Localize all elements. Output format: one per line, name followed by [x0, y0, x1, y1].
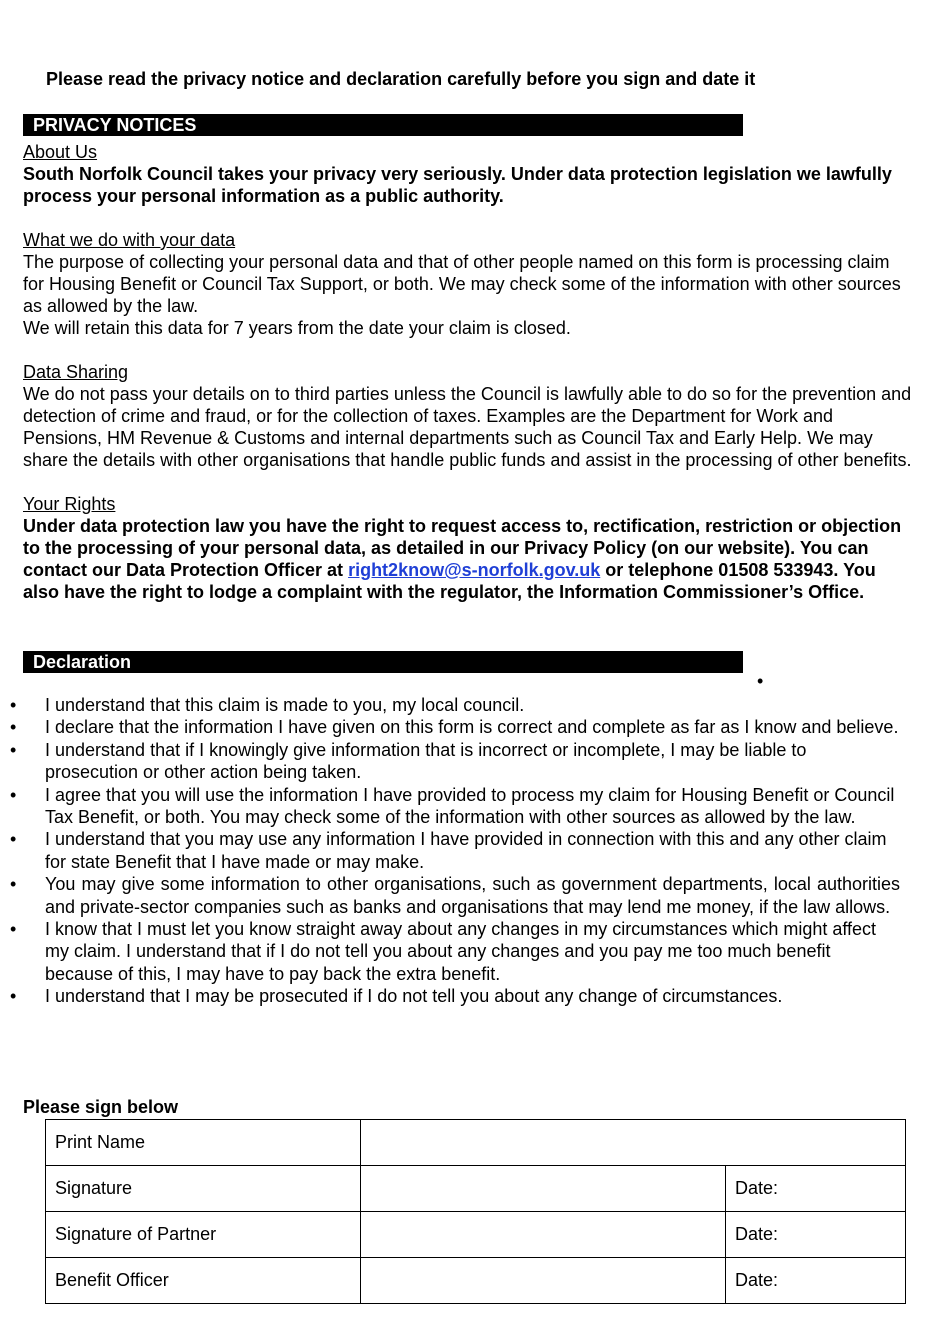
- data-retention-text: We will retain this data for 7 years from the date your claim is closed.: [23, 318, 571, 338]
- partner-date-field[interactable]: Date:: [726, 1212, 906, 1258]
- partner-signature-label: Signature of Partner: [46, 1212, 361, 1258]
- signature-row: [46, 1166, 906, 1212]
- privacy-notice-section: [23, 141, 913, 603]
- declaration-item: • I declare that the information I have given on this form is correct and complete as far as I know and believe.: [10, 717, 899, 738]
- print-name-label: Print Name: [46, 1120, 361, 1166]
- privacy-notices-heading: PRIVACY NOTICES: [23, 114, 743, 136]
- intro-instruction: Please read the privacy notice and declaration carefully before you sign and date it: [46, 69, 756, 89]
- your-rights-title: Your Rights: [23, 494, 116, 514]
- declaration-list: [0, 694, 900, 1008]
- declaration-item: • I know that I must let you know straight away about any changes in my circumstances which might affect my claim. I understand that if I do not tell you about any changes and you pay me too much benefit because of this, I may have to pay back the extra benefit.: [10, 919, 877, 984]
- benefit-officer-label: Benefit Officer: [46, 1258, 361, 1304]
- declaration-item: • I agree that you will use the information I have provided to process my claim for Housing Benefit or Council Tax Benefit, or both. You may check some of the information with other sources as allowed by the law.: [10, 784, 895, 828]
- signature-date-field[interactable]: Date:: [726, 1166, 906, 1212]
- signature-label: Signature: [46, 1166, 361, 1212]
- print-name-row: [46, 1120, 906, 1166]
- dpo-email-link[interactable]: right2know@s-norfolk.gov.uk: [348, 560, 601, 580]
- declaration-item: • You may give some information to other organisations, such as government departments, local authorities and private-sector companies such as banks and organisations that may lend me money, if the law allows.: [10, 874, 900, 917]
- partner-signature-field[interactable]: [361, 1212, 726, 1258]
- your-rights-body: Under data protection law you have the right to request access to, rectification, restriction or objection to the processing of your personal data, as detailed in our Privacy Policy (on our website). You can contact our Data Protection Officer at right2know@s-norfolk.gov.uk or telephone 01508 533943. You also have the right to lodge a complaint with the regulator, the Information Commissioner’s Office.: [23, 516, 902, 602]
- print-name-field[interactable]: [361, 1120, 906, 1166]
- what-we-do-body: The purpose of collecting your personal data and that of other people named on this form is processing claim for Housing Benefit or Council Tax Support, or both. We may check some of the information with other sources as allowed by the law.: [23, 252, 901, 316]
- signature-table: [45, 1119, 906, 1304]
- benefit-officer-field[interactable]: [361, 1258, 726, 1304]
- about-us-title: About Us: [23, 142, 98, 162]
- declaration-item: • I understand that I may be prosecuted if I do not tell you about any change of circumstances.: [10, 986, 783, 1007]
- about-us-body: South Norfolk Council takes your privacy very seriously. Under data protection legislation we lawfully process your personal information as a public authority.: [23, 164, 892, 206]
- data-sharing-body: We do not pass your details on to third parties unless the Council is lawfully able to do so for the prevention and detection of crime and fraud, or for the collection of taxes. Examples are the Department for Work and Pensions, HM Revenue & Customs and internal departments such as Council Tax and Early Help. We may share the details with other organisations that handle public funds and assist in the processing of other benefits.: [23, 384, 912, 470]
- declaration-item: • I understand that if I knowingly give information that is incorrect or incomplete, I may be liable to prosecution or other action being taken.: [10, 739, 807, 783]
- declaration-item: • I understand that you may use any information I have provided in connection with this and any other claim for state Benefit that I have made or may make.: [10, 829, 887, 872]
- declaration-heading: Declaration: [23, 651, 743, 673]
- declaration-item: • I understand that this claim is made to you, my local council.: [10, 695, 525, 715]
- signature-field[interactable]: [361, 1166, 726, 1212]
- data-sharing-title: Data Sharing: [23, 362, 129, 382]
- stray-bullet: •: [757, 671, 764, 691]
- sign-below-heading: Please sign below: [23, 1097, 179, 1117]
- benefit-officer-row: [46, 1258, 906, 1304]
- officer-date-field[interactable]: Date:: [726, 1258, 906, 1304]
- partner-signature-row: [46, 1212, 906, 1258]
- what-we-do-title: What we do with your data: [23, 230, 236, 250]
